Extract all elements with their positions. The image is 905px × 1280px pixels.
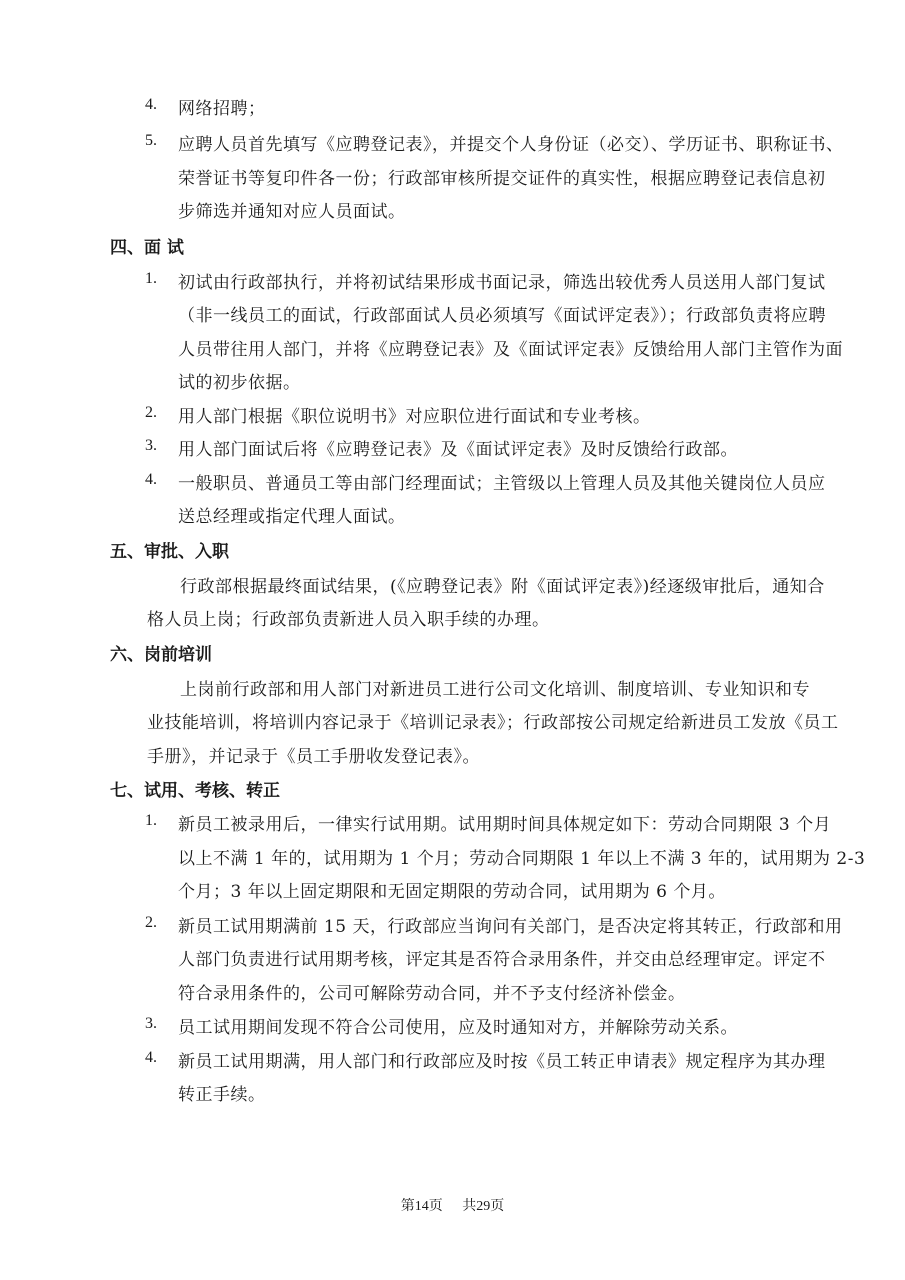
list-number: 2. xyxy=(145,404,157,421)
list-text: 用人部门根据《职位说明书》对应职位进行面试和专业考核。 xyxy=(178,407,651,427)
list-text: 员工试用期间发现不符合公司使用，应及时通知对方，并解除劳动关系。 xyxy=(178,1018,738,1038)
list-number: 3. xyxy=(145,1015,157,1032)
list-number: 4. xyxy=(145,96,157,113)
list-text: 试的初步依据。 xyxy=(178,373,301,393)
list-text: 新员工试用期满前 15 天，行政部应当询问有关部门，是否决定将其转正，行政部和用 xyxy=(178,917,843,937)
paragraph-line: 行政部根据最终面试结果，(《应聘登记表》附《面试评定表》)经逐级审批后，通知合 xyxy=(180,577,825,597)
page-footer xyxy=(0,1195,905,1215)
list-text: 应聘人员首先填写《应聘登记表》，并提交个人身份证（必交）、学历证书、职称证书、 xyxy=(178,135,844,155)
list-text: （非一线员工的面试，行政部面试人员必须填写《面试评定表》）；行政部负责将应聘 xyxy=(178,306,826,326)
list-text: 人部门负责进行试用期考核，评定其是否符合录用条件，并交由总经理审定。评定不 xyxy=(178,950,826,970)
list-text: 以上不满 1 年的，试用期为 1 个月；劳动合同期限 1 年以上不满 3 年的，试用期为 2-3 xyxy=(178,849,866,869)
paragraph-line: 格人员上岗；行政部负责新进人员入职手续的办理。 xyxy=(147,610,550,630)
list-text: 初试由行政部执行，并将初试结果形成书面记录，筛选出较优秀人员送用人部门复试 xyxy=(178,273,826,293)
list-text: 网络招聘； xyxy=(178,99,266,119)
list-text: 新员工被录用后，一律实行试用期。试用期时间具体规定如下：劳动合同期限 3 个月 xyxy=(178,815,832,835)
section-heading-probation: 七、试用、考核、转正 xyxy=(110,781,280,801)
list-text: 个月；3 年以上固定期限和无固定期限的劳动合同，试用期为 6 个月。 xyxy=(178,882,726,902)
page-number: 第14页 xyxy=(400,1199,443,1214)
list-text: 符合录用条件的，公司可解除劳动合同，并不予支付经济补偿金。 xyxy=(178,984,686,1004)
list-text: 荣誉证书等复印件各一份；行政部审核所提交证件的真实性，根据应聘登记表信息初 xyxy=(178,169,826,189)
list-text: 步筛选并通知对应人员面试。 xyxy=(178,202,406,222)
section-heading-training: 六、岗前培训 xyxy=(110,645,212,665)
section-heading-interview: 四、面 试 xyxy=(110,238,184,258)
list-number: 4. xyxy=(145,1049,157,1066)
list-number: 3. xyxy=(145,437,157,454)
list-number: 4. xyxy=(145,471,157,488)
section-heading-approval: 五、审批、入职 xyxy=(110,542,229,562)
paragraph-line: 上岗前行政部和用人部门对新进员工进行公司文化培训、制度培训、专业知识和专 xyxy=(180,680,810,700)
list-text: 新员工试用期满，用人部门和行政部应及时按《员工转正申请表》规定程序为其办理 xyxy=(178,1052,826,1072)
list-number: 1. xyxy=(145,812,157,829)
list-number: 5. xyxy=(145,132,157,149)
list-text: 转正手续。 xyxy=(178,1085,266,1105)
list-text: 用人部门面试后将《应聘登记表》及《面试评定表》及时反馈给行政部。 xyxy=(178,440,738,460)
paragraph-line: 手册》，并记录于《员工手册收发登记表》。 xyxy=(147,747,480,767)
list-text: 一般职员、普通员工等由部门经理面试；主管级以上管理人员及其他关键岗位人员应 xyxy=(178,474,826,494)
list-number: 1. xyxy=(145,270,157,287)
paragraph-line: 业技能培训，将培训内容记录于《培训记录表》；行政部按公司规定给新进员工发放《员工 xyxy=(147,713,839,733)
list-number: 2. xyxy=(145,914,157,931)
list-text: 人员带往用人部门，并将《应聘登记表》及《面试评定表》反馈给用人部门主管作为面 xyxy=(178,340,843,360)
page-total: 共29页 xyxy=(462,1199,505,1214)
list-text: 送总经理或指定代理人面试。 xyxy=(178,507,406,527)
